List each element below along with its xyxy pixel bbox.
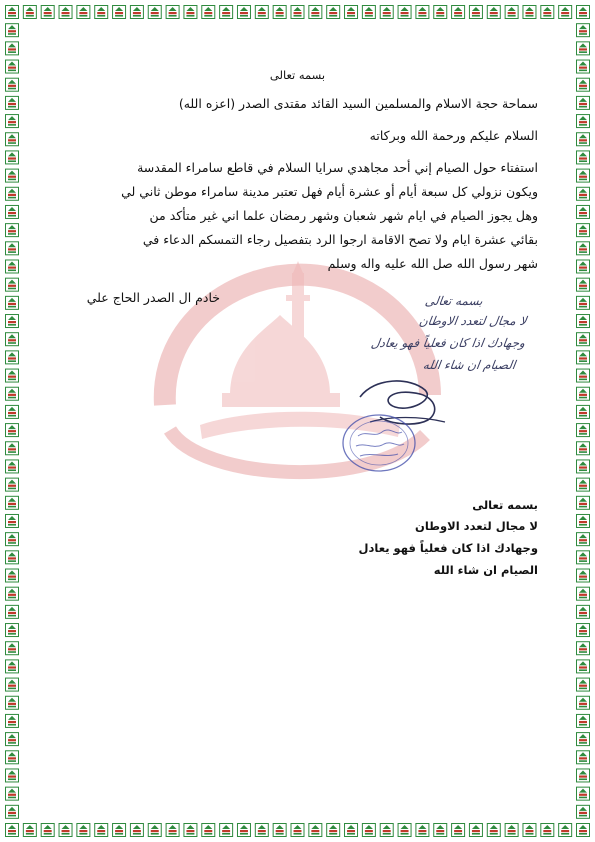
- typed-reply-line: بسمه تعالى: [472, 498, 538, 512]
- body-line: ويكون نزولي كل سبعة أيام أو عشرة أيام فهل تعتبر مدينة سامراء موطن ثاني لي: [121, 184, 538, 199]
- body-line: شهر رسول الله صل الله عليه واله وسلم: [327, 256, 538, 271]
- handwritten-reply-line: لا مجال لتعدد الاوطان: [418, 314, 528, 328]
- handwritten-reply-line: وجهادك اذا كان فعلياً فهو يعادل: [370, 336, 526, 350]
- sender: خادم ال الصدر الحاج علي: [86, 290, 220, 305]
- greeting: السلام عليكم ورحمة الله وبركاته: [369, 128, 538, 143]
- typed-reply-line: لا مجال لتعدد الاوطان: [415, 519, 538, 533]
- body-line: بقائي عشرة ايام ولا تصح الاقامة ارجوا الرد بتفصيل رجاء التمسكم الدعاء في: [142, 232, 538, 247]
- official-seal: [340, 412, 418, 474]
- handwritten-reply-line: بسمه تعالى: [424, 294, 484, 308]
- handwritten-reply-line: الصيام ان شاء الله: [421, 358, 516, 372]
- typed-reply-line: الصيام ان شاء الله: [433, 563, 538, 577]
- body-line: استفتاء حول الصيام إني أحد مجاهدي سرايا السلام في قاطع سامراء المقدسة: [137, 160, 538, 175]
- body-line: وهل يجوز الصيام في ايام شهر شعبان وشهر رمضان علما اني غير متأكد من: [149, 208, 538, 223]
- addressee: سماحة حجة الاسلام والمسلمين السيد القائد مقتدى الصدر (اعزه الله): [178, 96, 538, 111]
- typed-reply-line: وجهادك اذا كان فعلياً فهو يعادل: [358, 541, 538, 555]
- letter-title: بسمه تعالى: [269, 68, 326, 82]
